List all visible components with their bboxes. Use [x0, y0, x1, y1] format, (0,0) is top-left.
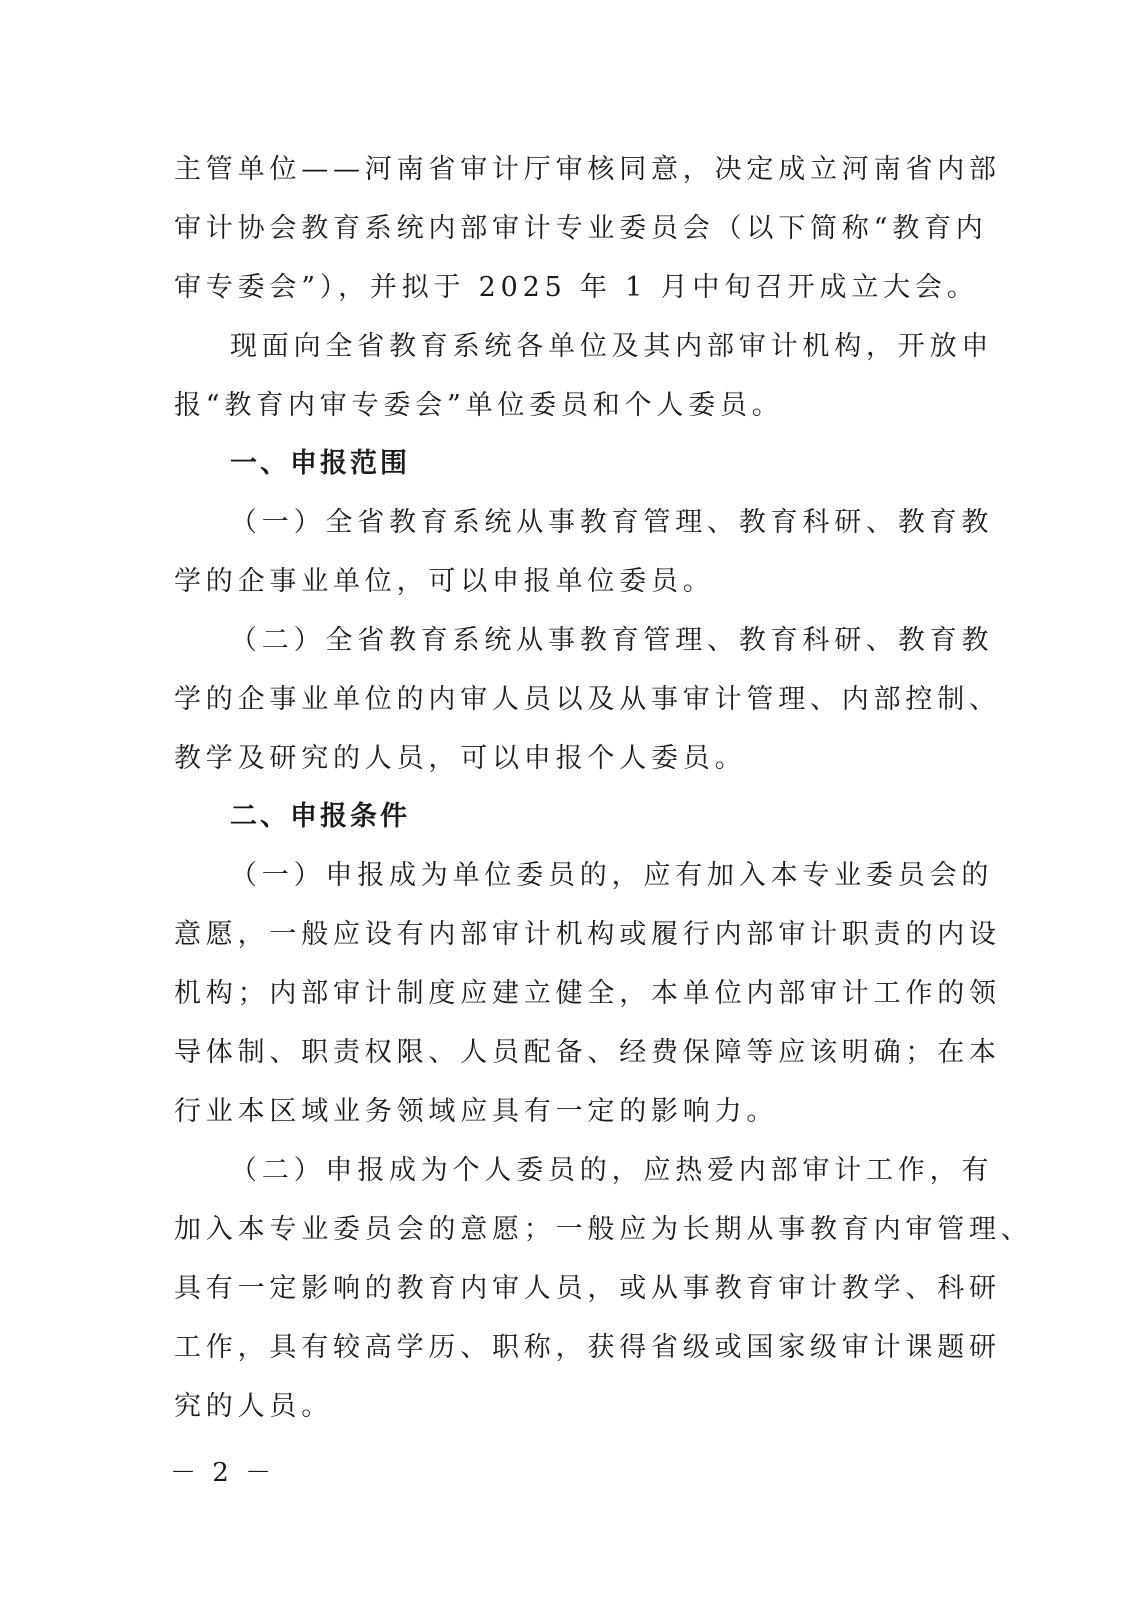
text-line: （一）全省教育系统从事教育管理、教育科研、教育教	[230, 507, 994, 538]
text-line: 审专委会”），并拟于 2025 年 1 月中旬召开成立大会。	[174, 272, 979, 303]
text-line: 具有一定影响的教育内审人员，或从事教育审计教学、科研	[174, 1273, 1001, 1304]
text-line: 主管单位——河南省审计厅审核同意，决定成立河南省内部	[174, 154, 1001, 185]
section-heading-conditions: 二、申报条件	[230, 801, 410, 832]
scope-item-1	[174, 493, 994, 611]
text-line: （一）申报成为单位委员的，应有加入本专业委员会的	[230, 860, 994, 891]
text-line: 意愿，一般应设有内部审计机构或履行内部审计职责的内设	[174, 919, 1001, 950]
paragraph-open-application	[174, 317, 994, 435]
page-number: － 2 －	[170, 1458, 276, 1488]
scope-item-2	[174, 611, 1001, 788]
text-line: 工作，具有较高学历、职称，获得省级或国家级审计课题研	[174, 1332, 1001, 1363]
condition-item-2	[174, 1141, 1033, 1436]
text-line: 审计协会教育系统内部审计专业委员会（以下简称“教育内	[174, 213, 988, 244]
text-line: 机构；内部审计制度应建立健全，本单位内部审计工作的领	[174, 978, 1001, 1009]
text-line: 加入本专业委员会的意愿；一般应为长期从事教育内审管理、	[174, 1214, 1033, 1245]
text-line: （二）全省教育系统从事教育管理、教育科研、教育教	[230, 625, 994, 656]
document-body	[174, 140, 1033, 1436]
text-line: 现面向全省教育系统各单位及其内部审计机构，开放申	[230, 331, 994, 362]
condition-item-1	[174, 846, 1001, 1141]
text-line: 报“教育内审专委会”单位委员和个人委员。	[174, 390, 784, 421]
text-line: 学的企事业单位的内审人员以及从事审计管理、内部控制、	[174, 684, 1001, 715]
text-line: 导体制、职责权限、人员配备、经费保障等应该明确；在本	[174, 1037, 1001, 1068]
section-heading-scope: 一、申报范围	[230, 448, 410, 479]
text-line: 究的人员。	[174, 1391, 333, 1422]
text-line: （二）申报成为个人委员的，应热爱内部审计工作，有	[230, 1155, 994, 1186]
text-line: 教学及研究的人员，可以申报个人委员。	[174, 743, 747, 774]
text-line: 学的企事业单位，可以申报单位委员。	[174, 566, 715, 597]
paragraph-intro-continued	[174, 140, 1001, 317]
text-line: 行业本区域业务领域应具有一定的影响力。	[174, 1096, 779, 1127]
